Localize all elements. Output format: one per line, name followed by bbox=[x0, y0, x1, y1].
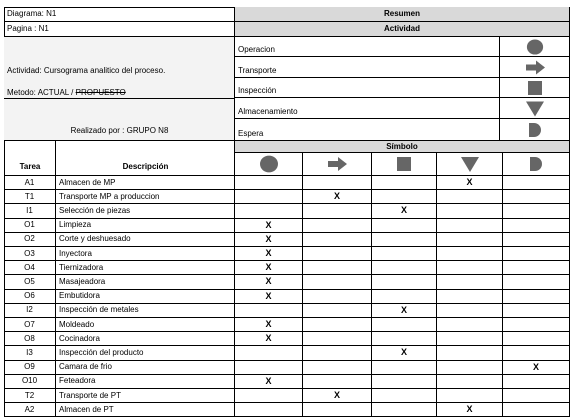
symbol-cell bbox=[503, 361, 570, 375]
symbol-header: Símbolo bbox=[235, 141, 570, 153]
activity-mark: X bbox=[532, 361, 539, 372]
symbol-cell bbox=[235, 304, 303, 318]
task-column-header: Tarea bbox=[19, 162, 41, 171]
symbol-cell bbox=[303, 304, 372, 318]
summary-row-icon-cell bbox=[500, 37, 570, 57]
symbol-cell bbox=[437, 375, 503, 389]
summary-row-icon-cell bbox=[500, 57, 570, 78]
activity-mark: X bbox=[466, 404, 473, 415]
symbol-cell bbox=[303, 219, 372, 233]
symbol-column-header bbox=[303, 153, 372, 176]
description-cell: Feteadora bbox=[56, 375, 235, 389]
diagram-label: Diagrama: N1 bbox=[4, 7, 235, 22]
task-cell: I1 bbox=[4, 204, 56, 218]
method-actual: ACTUAL / bbox=[37, 88, 74, 97]
description-cell: Cocinadora bbox=[56, 332, 235, 346]
square-icon bbox=[520, 79, 550, 97]
symbol-cell bbox=[303, 403, 372, 417]
activity-mark: X bbox=[265, 262, 272, 273]
symbol-cell bbox=[303, 389, 372, 403]
symbol-cell bbox=[372, 375, 437, 389]
arrow-right-icon bbox=[520, 58, 550, 77]
description-cell: Moldeado bbox=[56, 318, 235, 332]
symbol-cell bbox=[437, 389, 503, 403]
symbol-cell bbox=[303, 190, 372, 204]
description-cell: Inspección del producto bbox=[56, 346, 235, 360]
symbol-cell bbox=[372, 304, 437, 318]
description-cell: Almacen de MP bbox=[56, 176, 235, 190]
summary-row-label: Inspección bbox=[238, 86, 277, 95]
symbol-cell bbox=[372, 190, 437, 204]
symbol-cell bbox=[235, 219, 303, 233]
symbol-cell bbox=[503, 332, 570, 346]
task-cell: A1 bbox=[4, 176, 56, 190]
symbol-cell bbox=[372, 261, 437, 275]
activity-mark: X bbox=[400, 205, 407, 216]
symbol-cell bbox=[503, 389, 570, 403]
task-cell: T1 bbox=[4, 190, 56, 204]
symbol-cell bbox=[437, 233, 503, 247]
symbol-cell bbox=[503, 290, 570, 304]
symbol-cell bbox=[372, 204, 437, 218]
made-by-label: Realizado por : GRUPO N8 bbox=[70, 126, 169, 135]
description-cell: Tiernizadora bbox=[56, 261, 235, 275]
task-cell: I3 bbox=[4, 346, 56, 360]
arrow-right-icon bbox=[324, 154, 350, 174]
symbol-cell bbox=[503, 375, 570, 389]
symbol-cell bbox=[303, 233, 372, 247]
symbol-cell bbox=[303, 275, 372, 289]
header-info-block bbox=[4, 37, 235, 141]
symbol-cell bbox=[235, 361, 303, 375]
description-cell: Embutidora bbox=[56, 290, 235, 304]
task-cell: O10 bbox=[4, 375, 56, 389]
symbol-cell bbox=[372, 290, 437, 304]
symbol-cell bbox=[235, 275, 303, 289]
method-line bbox=[7, 89, 126, 97]
symbol-cell bbox=[503, 304, 570, 318]
summary-row-icon-cell bbox=[500, 98, 570, 119]
symbol-cell bbox=[303, 375, 372, 389]
symbol-cell bbox=[503, 190, 570, 204]
symbol-cell bbox=[235, 290, 303, 304]
symbol-cell bbox=[372, 389, 437, 403]
task-cell: O1 bbox=[4, 219, 56, 233]
description-cell: Limpieza bbox=[56, 219, 235, 233]
symbol-cell bbox=[372, 346, 437, 360]
symbol-cell bbox=[303, 361, 372, 375]
activity-mark: X bbox=[265, 375, 272, 386]
activity-mark: X bbox=[265, 333, 272, 344]
task-cell: O4 bbox=[4, 261, 56, 275]
task-cell: O3 bbox=[4, 247, 56, 261]
d-shape-icon bbox=[520, 120, 550, 140]
symbol-cell bbox=[372, 332, 437, 346]
task-cell: O9 bbox=[4, 361, 56, 375]
symbol-cell bbox=[372, 361, 437, 375]
symbol-cell bbox=[437, 318, 503, 332]
symbol-cell bbox=[303, 204, 372, 218]
activity-mark: X bbox=[400, 347, 407, 358]
symbol-cell bbox=[503, 204, 570, 218]
symbol-cell bbox=[235, 261, 303, 275]
symbol-cell bbox=[235, 375, 303, 389]
method-label: Metodo: bbox=[7, 88, 36, 97]
activity-mark: X bbox=[265, 290, 272, 301]
description-cell: Selección de piezas bbox=[56, 204, 235, 218]
description-cell: Inspección de metales bbox=[56, 304, 235, 318]
symbol-cell bbox=[372, 247, 437, 261]
activity-mark: X bbox=[265, 248, 272, 259]
symbol-cell bbox=[437, 275, 503, 289]
symbol-cell bbox=[303, 318, 372, 332]
activity-mark: X bbox=[400, 304, 407, 315]
task-header-cell bbox=[4, 141, 56, 176]
symbol-cell bbox=[437, 290, 503, 304]
symbol-column-header bbox=[503, 153, 570, 176]
summary-row-label-cell bbox=[235, 119, 500, 141]
summary-row-label-cell bbox=[235, 37, 500, 57]
symbol-cell bbox=[372, 403, 437, 417]
summary-row-icon-cell bbox=[500, 119, 570, 141]
symbol-cell bbox=[437, 332, 503, 346]
d-shape-icon bbox=[523, 154, 549, 174]
symbol-column-header bbox=[437, 153, 503, 176]
activity-label: Actividad: Cursograma analitico del proceso. bbox=[7, 66, 166, 75]
method-proposed: PROPUESTO bbox=[75, 88, 126, 97]
symbol-cell bbox=[235, 233, 303, 247]
page-label: Pagina : N1 bbox=[4, 22, 235, 37]
task-cell: O7 bbox=[4, 318, 56, 332]
description-cell: Transporte MP a produccion bbox=[56, 190, 235, 204]
summary-row-label-cell bbox=[235, 78, 500, 98]
description-cell: Camara de frio bbox=[56, 361, 235, 375]
task-cell: O5 bbox=[4, 275, 56, 289]
symbol-cell bbox=[503, 219, 570, 233]
summary-row-label: Transporte bbox=[238, 66, 277, 75]
circle-icon bbox=[256, 154, 282, 174]
symbol-cell bbox=[503, 318, 570, 332]
task-cell: O8 bbox=[4, 332, 56, 346]
task-cell: A2 bbox=[4, 403, 56, 417]
symbol-cell bbox=[303, 261, 372, 275]
symbol-cell bbox=[503, 346, 570, 360]
activity-mark: X bbox=[265, 233, 272, 244]
description-cell: Almacen de PT bbox=[56, 403, 235, 417]
symbol-cell bbox=[372, 233, 437, 247]
task-cell: T2 bbox=[4, 389, 56, 403]
symbol-cell bbox=[437, 219, 503, 233]
symbol-cell bbox=[303, 346, 372, 360]
symbol-cell bbox=[235, 190, 303, 204]
symbol-cell bbox=[437, 176, 503, 190]
symbol-cell bbox=[503, 275, 570, 289]
triangle-down-icon bbox=[520, 99, 550, 118]
symbol-cell bbox=[235, 389, 303, 403]
symbol-cell bbox=[437, 361, 503, 375]
task-cell: O6 bbox=[4, 290, 56, 304]
symbol-cell bbox=[235, 247, 303, 261]
symbol-cell bbox=[437, 346, 503, 360]
symbol-cell bbox=[372, 318, 437, 332]
symbol-cell bbox=[503, 233, 570, 247]
symbol-cell bbox=[303, 332, 372, 346]
symbol-cell bbox=[503, 176, 570, 190]
symbol-column-header bbox=[372, 153, 437, 176]
summary-row-icon-cell bbox=[500, 78, 570, 98]
symbol-cell bbox=[235, 204, 303, 218]
symbol-column-header bbox=[235, 153, 303, 176]
activity-mark: X bbox=[333, 191, 340, 202]
summary-row-label-cell bbox=[235, 98, 500, 119]
activity-mark: X bbox=[265, 319, 272, 330]
activity-mark: X bbox=[265, 276, 272, 287]
summary-title: Resumen bbox=[235, 7, 570, 22]
activity-mark: X bbox=[265, 219, 272, 230]
description-cell: Corte y deshuesado bbox=[56, 233, 235, 247]
symbol-cell bbox=[235, 346, 303, 360]
symbol-cell bbox=[437, 247, 503, 261]
square-icon bbox=[391, 154, 417, 174]
symbol-cell bbox=[372, 176, 437, 190]
symbol-cell bbox=[235, 176, 303, 190]
description-cell: Inyectora bbox=[56, 247, 235, 261]
symbol-cell bbox=[303, 176, 372, 190]
task-cell: O2 bbox=[4, 233, 56, 247]
symbol-cell bbox=[303, 247, 372, 261]
symbol-cell bbox=[437, 190, 503, 204]
summary-row-label: Operacion bbox=[238, 45, 275, 54]
activity-mark: X bbox=[466, 177, 473, 188]
symbol-cell bbox=[503, 403, 570, 417]
description-header-cell bbox=[56, 141, 235, 176]
symbol-cell bbox=[437, 261, 503, 275]
summary-row-label-cell bbox=[235, 57, 500, 78]
symbol-cell bbox=[437, 204, 503, 218]
description-column-header: Descripción bbox=[122, 162, 169, 171]
triangle-down-icon bbox=[457, 154, 483, 174]
summary-row-label: Almacenamiento bbox=[238, 107, 298, 116]
symbol-cell bbox=[235, 332, 303, 346]
symbol-cell bbox=[503, 261, 570, 275]
activity-mark: X bbox=[333, 390, 340, 401]
symbol-cell bbox=[372, 275, 437, 289]
symbol-cell bbox=[235, 318, 303, 332]
symbol-cell bbox=[303, 290, 372, 304]
summary-row-label: Espera bbox=[238, 129, 264, 138]
circle-icon bbox=[520, 38, 550, 56]
symbol-cell bbox=[503, 247, 570, 261]
task-cell: I2 bbox=[4, 304, 56, 318]
symbol-cell bbox=[372, 219, 437, 233]
symbol-cell bbox=[437, 304, 503, 318]
symbol-cell bbox=[235, 403, 303, 417]
header-divider bbox=[4, 98, 234, 99]
summary-subtitle: Actividad bbox=[235, 22, 570, 37]
symbol-cell bbox=[437, 403, 503, 417]
description-cell: Transporte de PT bbox=[56, 389, 235, 403]
description-cell: Masajeadora bbox=[56, 275, 235, 289]
